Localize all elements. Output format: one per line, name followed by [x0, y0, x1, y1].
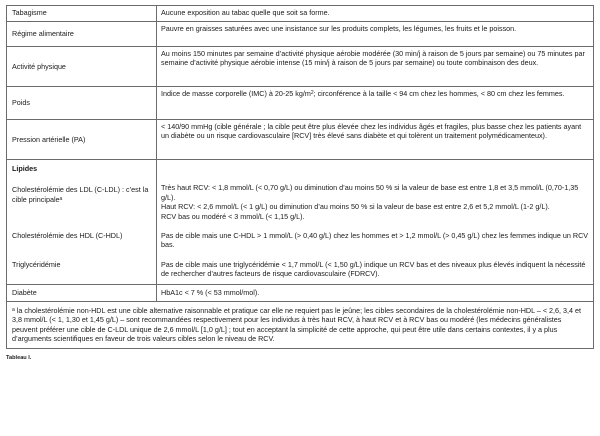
table-row-activity: [7, 47, 594, 87]
ldl-very-high-risk-line: Très haut RCV: < 1,8 mmol/L (< 0,70 g/L) ou diminution d’au moins 50 % si la valeur de base est entre 1,8 et 3,5 mmol/L (0,70-1,35 g/L).: [161, 183, 579, 202]
row-label-activity: Activité physique: [7, 47, 157, 87]
table-row-hdl: [7, 225, 594, 254]
row-value-diet: Pauvre en graisses saturées avec une insistance sur les produits complets, les légumes, les fruits et le poisson.: [157, 22, 594, 47]
cardiovascular-targets-table: [6, 5, 594, 349]
row-label-diabetes: Diabète: [7, 284, 157, 301]
row-value-ldl: [157, 175, 594, 225]
lipids-heading-spacer: [157, 160, 594, 176]
table-row-footnote: [7, 301, 594, 348]
table-footnote: [7, 301, 594, 348]
row-value-blood-pressure: < 140/90 mmHg (cible générale ; la cible peut être plus élevée chez les individus âgés et fragiles, plus basse chez les patients ayant un diabète ou un risque cardiovasculaire [RCV] très élevé sans diabète et qui tolèrent un traitement polymédicamenteux).: [157, 120, 594, 160]
table-row-diabetes: [7, 284, 594, 301]
ldl-label-superscript: a: [59, 195, 63, 202]
row-value-diabetes: HbA1c < 7 % (< 53 mmol/mol).: [157, 284, 594, 301]
table-row-triglycerides: [7, 254, 594, 284]
row-value-triglycerides: Pas de cible mais une triglycéridémie < 1,7 mmol/L (< 1,50 g/L) indique un RCV bas et des niveaux plus élevés indiquent la nécessité de rechercher d’autres facteurs de risque cardiovasculaire (FDRCV).: [157, 254, 594, 284]
row-value-activity: Au moins 150 minutes par semaine d’activité physique aérobie modérée (30 min/j à raison de 5 jours par semaine) ou 75 minutes par semaine d’activité physique aérobie intense (15 min/j à raison de 5 jours par semaine) ou toute combinaison des deux.: [157, 47, 594, 87]
document-sheet: [6, 5, 594, 361]
row-label-hdl: Cholestérolémie des HDL (C-HDL): [7, 225, 157, 254]
row-label-weight: Poids: [7, 87, 157, 120]
row-value-smoking: Aucune exposition au tabac quelle que soit sa forme.: [157, 6, 594, 22]
row-label-ldl: [7, 175, 157, 225]
row-label-diet: Régime alimentaire: [7, 22, 157, 47]
footnote-marker: a: [12, 306, 15, 313]
table-row-lipids-heading: [7, 160, 594, 176]
row-label-smoking: Tabagisme: [7, 6, 157, 22]
lipids-heading: Lipides: [7, 160, 157, 176]
ldl-high-risk-line: Haut RCV: < 2,6 mmol/L (< 1 g/L) ou diminution d’au moins 50 % si la valeur de base est entre 2,6 et 5,2 mmol/L (1-2 g/L).: [161, 202, 550, 212]
table-row-diet: [7, 22, 594, 47]
table-row-blood-pressure: [7, 120, 594, 160]
table-row-smoking: [7, 6, 594, 22]
ldl-label-text: Cholestérolémie des LDL (C-LDL) : c’est la cible principale: [12, 185, 149, 204]
table-caption: Tableau I.: [6, 355, 32, 362]
table-row-ldl: [7, 175, 594, 225]
row-value-hdl: Pas de cible mais une C-HDL > 1 mmol/L (> 0,40 g/L) chez les hommes et > 1,2 mmol/L (> 0,45 g/L) chez les femmes indique un RCV bas.: [157, 225, 594, 254]
weight-text-rest: ; circonférence à la taille < 94 cm chez les hommes, < 80 cm chez les femmes.: [313, 89, 565, 98]
row-value-weight: [157, 87, 594, 120]
row-label-triglycerides: Triglycéridémie: [7, 254, 157, 284]
table-row-weight: [7, 87, 594, 120]
ldl-low-risk-line: RCV bas ou modéré < 3 mmol/L (< 1,15 g/L).: [161, 211, 305, 221]
footnote-text: la cholestérolémie non-HDL est une cible alternative raisonnable et pratique car elle ne requiert pas le jeûne; les cibles secondaires de la cholestérolémie non-HDL – < 2,6, 3,4 et 3,8 mmol/L (< 1, 1,30 et 1,45 g/L) – sont recommandées respectivement pour les individus à très haut RCV, à haut RCV et à RCV bas ou modéré (les médecins généralistes peuvent préférer une cible de C-LDL unique de 2,6 mmol/L [1,0 g/L] ; tout en acceptant la simplicité de cette approche, qui peut être utile dans certains contextes, il y a plus d’arguments scientifiques en faveur de trois valeurs cibles selon le niveau de RCV.: [12, 305, 581, 344]
row-label-blood-pressure: Pression artérielle (PA): [7, 120, 157, 160]
weight-superscript: 2: [310, 90, 314, 96]
weight-text-main: Indice de masse corporelle (IMC) à 20-25 kg/m: [161, 89, 311, 98]
